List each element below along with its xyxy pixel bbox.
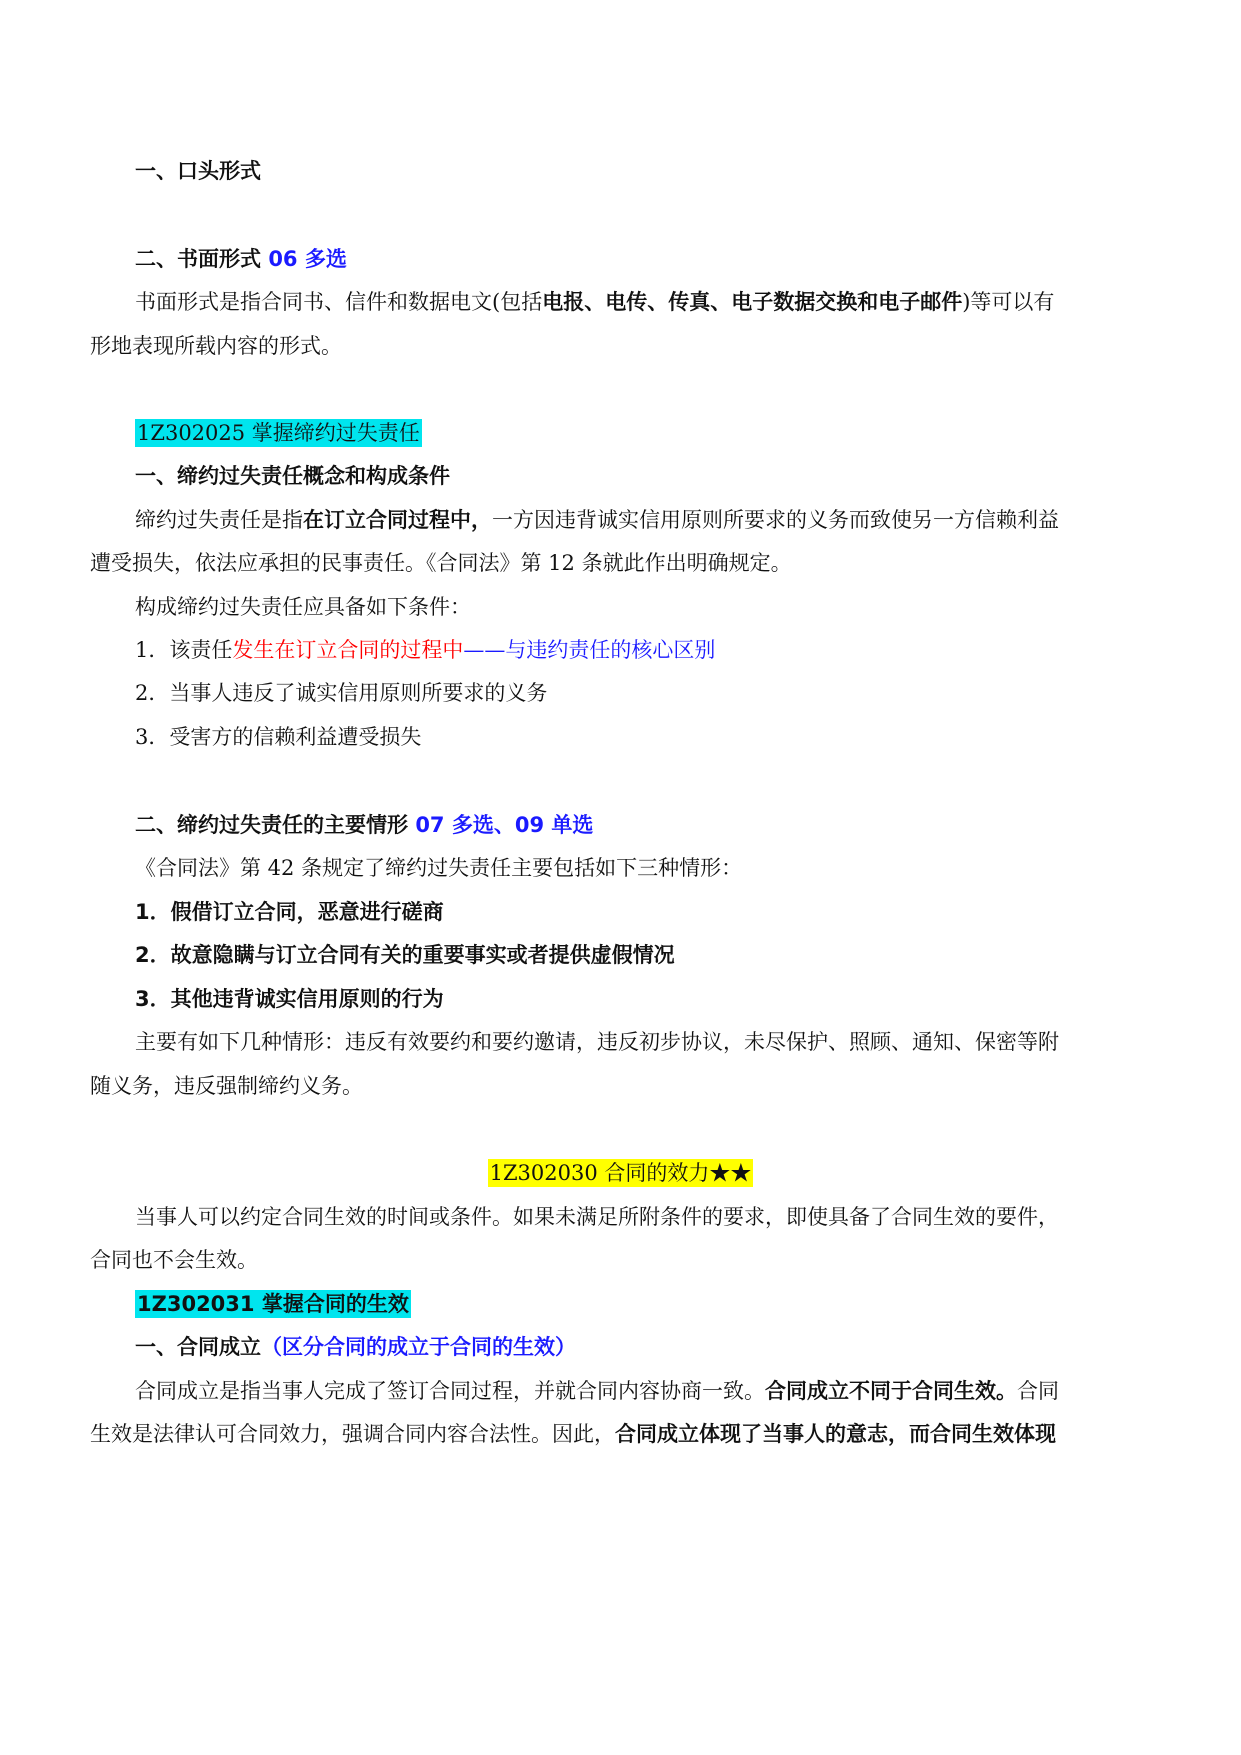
- blue-run: ——与违约责任的核心区别: [463, 638, 716, 662]
- note-tag: （区分合同的成立于合同的生效）: [261, 1335, 576, 1359]
- list-item-bold: 2．故意隐瞒与订立合同有关的重要事实或者提供虚假情况: [135, 943, 675, 967]
- red-run: 发生在订立合同的过程中: [232, 638, 464, 662]
- heading-concept: 一、缔约过失责任概念和构成条件: [135, 464, 450, 488]
- title-text: 1Z302030 合同的效力: [489, 1161, 710, 1185]
- text-run: 合同成立是指当事人完成了签订合同过程，并就合同内容协商一致。: [135, 1379, 765, 1403]
- heading-main-cases: [135, 810, 1152, 840]
- paragraph-line: 《合同法》第 42 条规定了缔约过失责任主要包括如下三种情形：: [135, 856, 743, 880]
- paragraph-line: [135, 287, 1152, 317]
- paragraph-line: [90, 1419, 1152, 1449]
- text-run: 合同: [1017, 1379, 1059, 1403]
- text-run: 生效是法律认可合同效力，强调合同内容合法性。因此，: [90, 1422, 615, 1446]
- bold-run: 合同成立不同于合同生效。: [765, 1379, 1017, 1403]
- list-item-bold: 1．假借订立合同，恶意进行磋商: [135, 900, 444, 924]
- list-item: 3．受害方的信赖利益遭受损失: [135, 725, 422, 749]
- heading-contract-formation: [135, 1332, 1152, 1362]
- exam-tag: 07 多选、09 单选: [415, 813, 594, 837]
- paragraph-line: [135, 1376, 1152, 1406]
- bold-run: 电报、电传、传真、电子数据交换和电子邮件: [542, 290, 963, 314]
- bold-run: 在订立合同过程中，: [303, 508, 492, 532]
- paragraph-line: [135, 505, 1152, 535]
- paragraph-line: 构成缔约过失责任应具备如下条件：: [135, 595, 471, 619]
- section-title-1z302031: [135, 1289, 1152, 1319]
- paragraph-line: 遭受损失，依法应承担的民事责任。《合同法》第 12 条就此作出明确规定。: [90, 551, 792, 575]
- section-title-1z302030: [0, 1158, 1241, 1188]
- star-rating: ★★: [709, 1161, 752, 1185]
- section-title-1z302025: [135, 418, 1152, 448]
- heading-text: 一、合同成立: [135, 1335, 261, 1359]
- list-item: 2．当事人违反了诚实信用原则所要求的义务: [135, 681, 548, 705]
- heading-text: 二、书面形式: [135, 247, 261, 271]
- paragraph-line: 主要有如下几种情形：违反有效要约和要约邀请，违反初步协议，未尽保护、照顾、通知、保密等附: [135, 1030, 1059, 1054]
- bold-run: 合同成立体现了当事人的意志，而合同生效体现: [615, 1422, 1056, 1446]
- text-run: 书面形式是指合同书、信件和数据电文(包括: [135, 290, 543, 314]
- paragraph-line: 形地表现所载内容的形式。: [90, 334, 342, 358]
- heading-text: 二、缔约过失责任的主要情形: [135, 813, 408, 837]
- list-item: [135, 635, 1152, 665]
- text-run: 缔约过失责任是指: [135, 508, 303, 532]
- text-run: 一方因违背诚实信用原则所要求的义务而致使另一方信赖利益: [492, 508, 1059, 532]
- heading-oral-form: 一、口头形式: [135, 159, 261, 183]
- text-run: 1．该责任: [135, 638, 233, 662]
- text-run: )等可以有: [962, 290, 1055, 314]
- paragraph-line: 当事人可以约定合同生效的时间或条件。如果未满足所附条件的要求，即使具备了合同生效的要件，: [135, 1205, 1059, 1229]
- highlighted-title: [488, 1159, 754, 1187]
- exam-tag: 06 多选: [268, 247, 347, 271]
- paragraph-line: 合同也不会生效。: [90, 1248, 258, 1272]
- paragraph-line: 随义务，违反强制缔约义务。: [90, 1074, 363, 1098]
- highlighted-title: 1Z302031 掌握合同的生效: [137, 1292, 409, 1316]
- list-item-bold: 3．其他违背诚实信用原则的行为: [135, 987, 444, 1011]
- highlighted-title: 1Z302025 掌握缔约过失责任: [137, 421, 420, 445]
- heading-written-form: [135, 244, 1152, 274]
